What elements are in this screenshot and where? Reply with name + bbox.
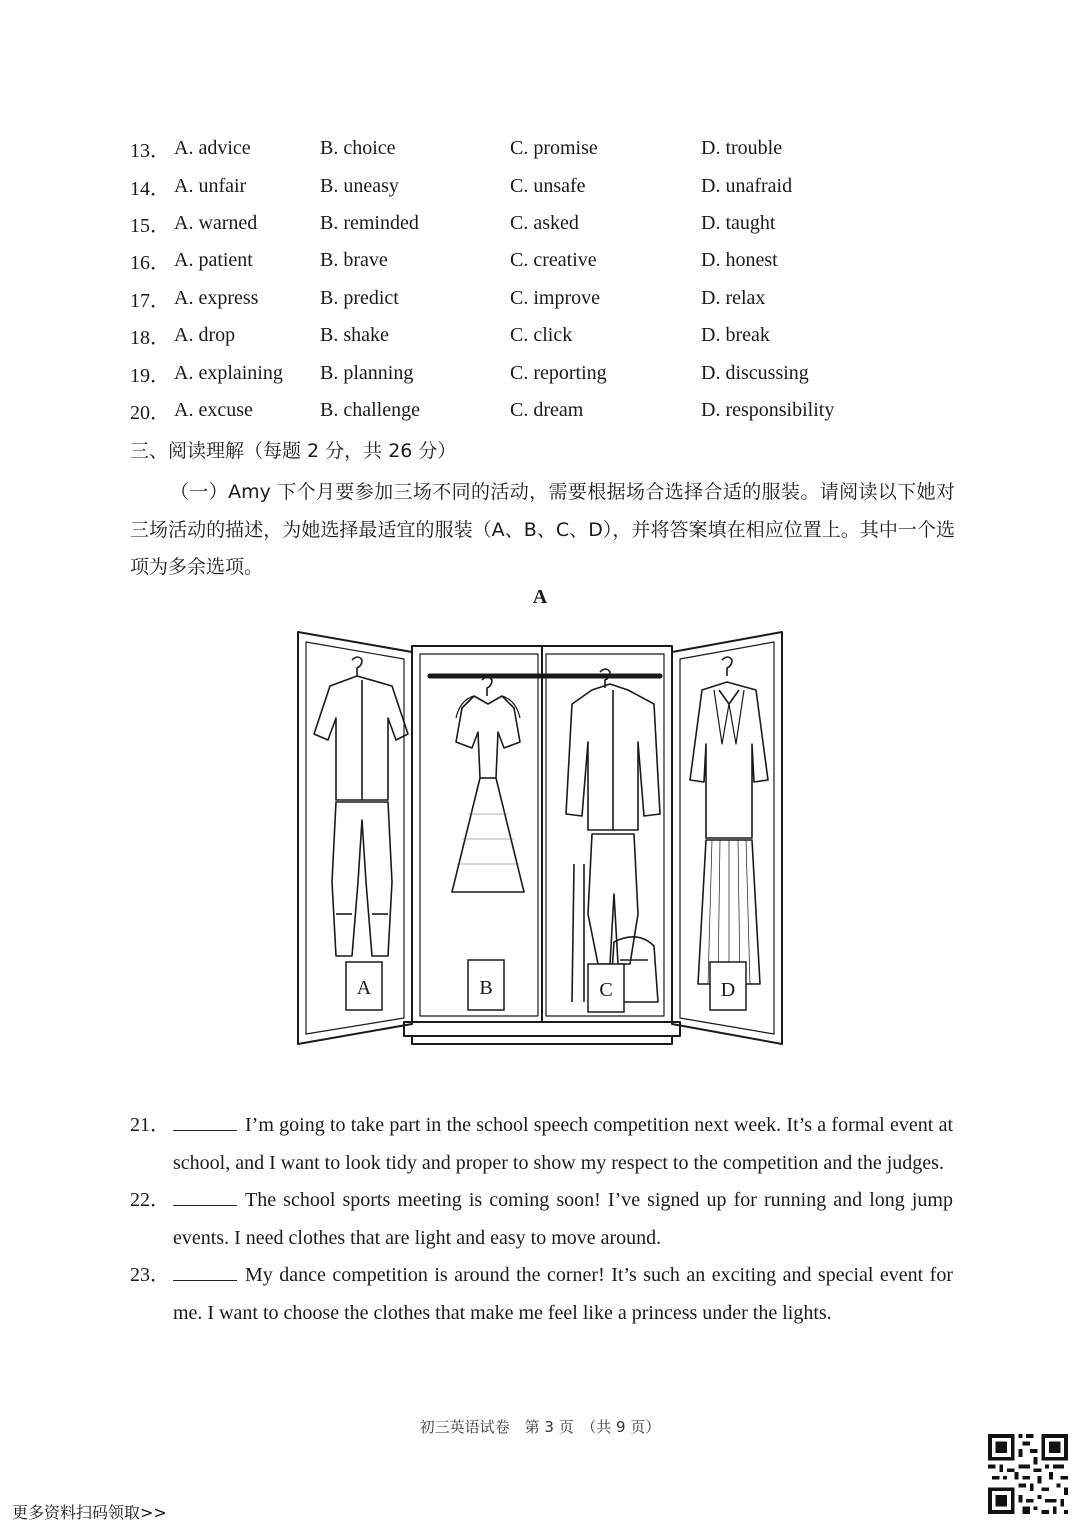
option-d: D. taught bbox=[701, 211, 776, 234]
question-number: 23． bbox=[130, 1264, 170, 1286]
option-d: D. relax bbox=[701, 286, 766, 309]
question-text: The school sports meeting is coming soon! I’ve signed up for running and long jump events. I need clothes that are light and easy to move around. bbox=[173, 1189, 953, 1249]
option-d: D. trouble bbox=[701, 137, 783, 160]
question-number: 18． bbox=[130, 327, 170, 350]
option-b: B. predict bbox=[320, 286, 399, 309]
question-list bbox=[130, 1107, 953, 1332]
option-c: C. asked bbox=[510, 211, 579, 234]
answer-blank[interactable] bbox=[173, 1187, 237, 1206]
question-item bbox=[130, 1257, 953, 1332]
option-a: A. express bbox=[174, 286, 259, 309]
option-b: B. reminded bbox=[320, 211, 419, 234]
option-c: C. dream bbox=[510, 398, 584, 421]
option-c: C. creative bbox=[510, 249, 597, 272]
formal-suit bbox=[690, 657, 768, 984]
option-a: A. advice bbox=[174, 137, 251, 160]
option-b: B. planning bbox=[320, 361, 414, 384]
option-c: C. improve bbox=[510, 286, 600, 309]
question-number: 14． bbox=[130, 177, 170, 200]
question-number: 15． bbox=[130, 214, 170, 237]
question-text: I’m going to take part in the school speech competition next week. It’s a formal event at school, and I want to look tidy and proper to show my respect to the competition and the judges. bbox=[173, 1114, 953, 1174]
qr-code-icon[interactable] bbox=[988, 1434, 1068, 1514]
option-a: A. drop bbox=[174, 324, 236, 347]
more-resources-text: 更多资料扫码领取>> bbox=[12, 1503, 167, 1522]
answer-blank[interactable] bbox=[173, 1112, 237, 1131]
question-item bbox=[130, 1182, 953, 1257]
option-a: A. patient bbox=[174, 249, 253, 272]
option-b: B. choice bbox=[320, 137, 396, 160]
option-row bbox=[130, 242, 960, 279]
option-a: A. warned bbox=[174, 211, 258, 234]
section-title: 三、阅读理解（每题 2 分，共 26 分） bbox=[130, 440, 457, 462]
question-item bbox=[130, 1107, 953, 1182]
option-row bbox=[130, 392, 960, 429]
option-d: D. responsibility bbox=[701, 398, 835, 421]
option-row bbox=[130, 130, 960, 167]
option-d: D. honest bbox=[701, 249, 778, 272]
cabinet-base bbox=[404, 1022, 680, 1036]
label-b: B bbox=[479, 977, 493, 999]
option-c: C. unsafe bbox=[510, 174, 586, 197]
option-b: B. shake bbox=[320, 324, 389, 347]
option-c: C. reporting bbox=[510, 361, 607, 384]
option-d: D. unafraid bbox=[701, 174, 793, 197]
sportswear-outfit bbox=[314, 657, 408, 956]
option-a: A. unfair bbox=[174, 174, 247, 197]
option-table bbox=[130, 130, 960, 429]
question-number: 20． bbox=[130, 401, 170, 424]
figure-label: A bbox=[532, 586, 548, 608]
question-text: My dance competition is around the corner! It’s such an exciting and special event for me. I want to choose the clothes that make me feel like a princess under the lights. bbox=[173, 1264, 953, 1324]
intro-paragraph: （一）Amy 下个月要参加三场不同的活动，需要根据场合选择合适的服装。请阅读以下她对三场活动的描述，为她选择最适宜的服装（A、B、C、D），并将答案填在相应位置上。其中一个选项为多余选项。 bbox=[130, 481, 955, 578]
option-a: A. explaining bbox=[174, 361, 283, 384]
option-b: B. brave bbox=[320, 249, 388, 272]
option-row bbox=[130, 167, 960, 204]
question-number: 13． bbox=[130, 140, 170, 163]
option-c: C. promise bbox=[510, 137, 598, 160]
option-c: C. click bbox=[510, 324, 573, 347]
label-c: C bbox=[599, 979, 613, 1001]
wardrobe-illustration bbox=[292, 624, 788, 1056]
answer-blank[interactable] bbox=[173, 1262, 237, 1281]
question-number: 17． bbox=[130, 289, 170, 312]
question-number: 21． bbox=[130, 1114, 170, 1136]
option-b: B. challenge bbox=[320, 398, 420, 421]
question-number: 19． bbox=[130, 364, 170, 387]
question-number: 22． bbox=[130, 1189, 170, 1211]
section-intro bbox=[130, 474, 955, 587]
hiking-outfit bbox=[566, 669, 660, 1002]
label-a: A bbox=[356, 977, 372, 999]
option-row bbox=[130, 354, 960, 391]
question-number: 16． bbox=[130, 252, 170, 275]
option-row bbox=[130, 317, 960, 354]
option-d: D. discussing bbox=[701, 361, 809, 384]
page-footer: 初三英语试卷 第 3 页 （共 9 页） bbox=[419, 1418, 661, 1436]
option-d: D. break bbox=[701, 324, 770, 347]
option-row bbox=[130, 205, 960, 242]
option-row bbox=[130, 280, 960, 317]
option-a: A. excuse bbox=[174, 398, 253, 421]
label-d: D bbox=[720, 979, 736, 1001]
party-dress bbox=[452, 677, 524, 892]
option-b: B. uneasy bbox=[320, 174, 399, 197]
